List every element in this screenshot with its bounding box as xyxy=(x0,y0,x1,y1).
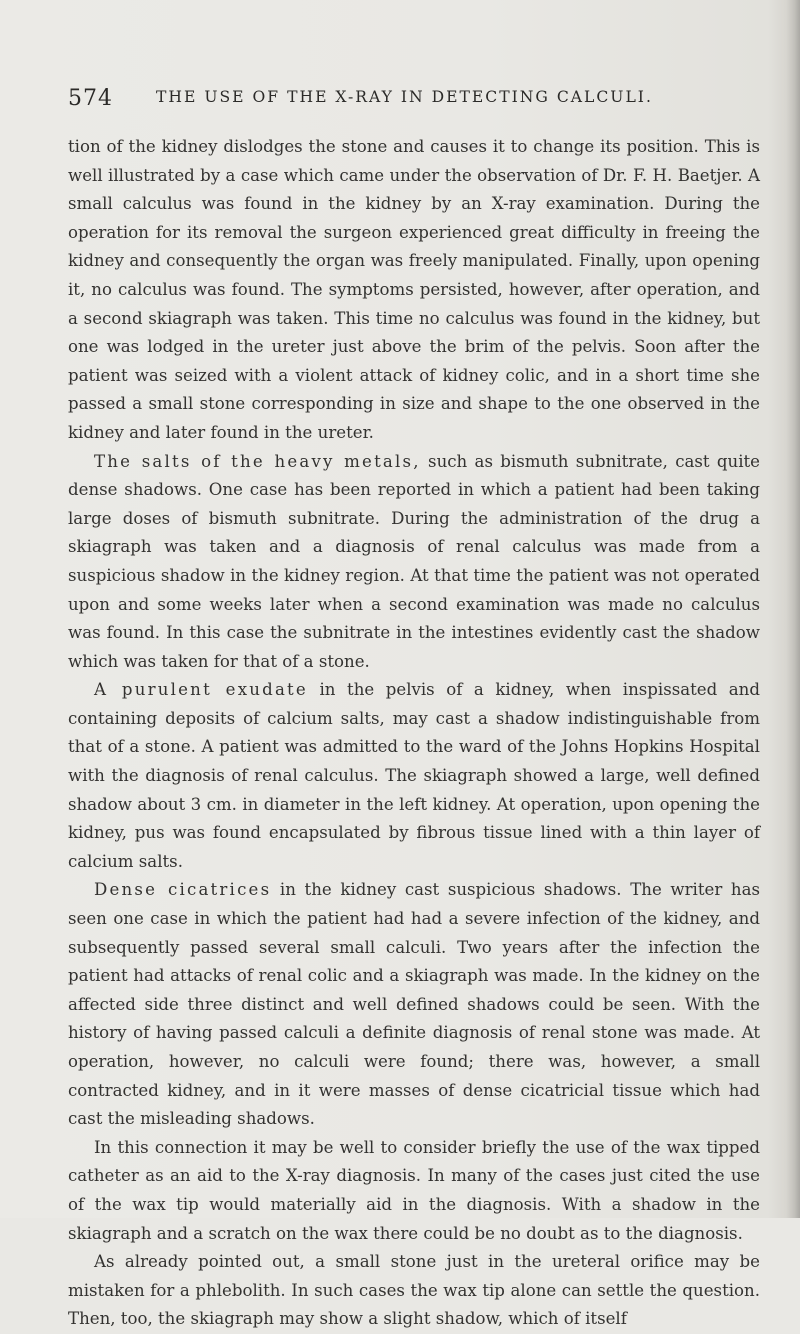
paragraph-text: tion of the kidney dislodges the stone and causes it to change its position. This is well illustrated by a case which came under the observation of Dr. F. H. Baetjer. A small calculus was found in the kidney by an X-ray examination. During the operation for its removal the surgeon experienced great difficulty in freeing the kidney and consequently the organ was freely manipulated. Finally, upon opening it, no calculus was found. The symptoms persisted, however, after operation, and a second skiagraph was taken. This time no calculus was found in the kidney, but one was lodged in the ureter just above the brim of the pelvis. Soon after the patient was seized with a violent attack of kidney colic, and in a short time she passed a small stone corresponding in size and shape to the one observed in the kidney and later found in the ureter. xyxy=(68,137,760,442)
body-text xyxy=(68,133,760,1334)
running-title: THE USE OF THE X-RAY IN DETECTING CALCULI. xyxy=(156,88,653,106)
paragraph xyxy=(68,676,760,876)
paragraph-text: such as bismuth subnitrate, cast quite dense shadows. One case has been reported in which a patient had been taking large doses of bismuth subnitrate. During the administration of the drug a skiagraph was taken and a diagnosis of renal calculus was made from a suspicious shadow in the kidney region. At that time the patient was not operated upon and some weeks later when a second examination was made no calculus was found. In this case the subnitrate in the intestines evidently cast the shadow which was taken for that of a stone. xyxy=(68,451,760,671)
page-edge-shadow xyxy=(786,0,800,1218)
paragraph-lead: Dense cicatrices xyxy=(94,880,272,900)
paragraph xyxy=(68,1134,760,1248)
paragraph-text: As already pointed out, a small stone just in the ureteral orifice may be mistaken for a phlebolith. In such cases the wax tip alone can settle the question. Then, too, the skiagraph may show a slight shadow, which of itself xyxy=(68,1252,760,1329)
paragraph xyxy=(68,133,760,448)
paragraph-lead: A purulent exudate xyxy=(94,680,308,700)
paragraph xyxy=(68,876,760,1133)
paragraph xyxy=(68,1248,760,1334)
paragraph-text: in the kidney cast suspicious shadows. The writer has seen one case in which the patient had had a severe infection of the kidney, and subsequently passed several small calculi. Two years after the infection the patient had attacks of renal colic and a skiagraph was made. In the kidney on the affected side three distinct and well defined shadows could be seen. With the history of having passed calculi a definite diagnosis of renal stone was made. At operation, however, no calculi were found; there was, however, a small contracted kidney, and in it were masses of dense cicatricial tissue which had cast the misleading shadows. xyxy=(68,880,760,1129)
paragraph-lead: The salts of the heavy metals, xyxy=(94,451,421,471)
paragraph xyxy=(68,448,760,677)
paragraph-text: In this connection it may be well to consider briefly the use of the wax tipped catheter as an aid to the X-ray diagnosis. In many of the cases just cited the use of the wax tip would materially aid in the diagnosis. With a shadow in the skiagraph and a scratch on the wax there could be no doubt as to the diagnosis. xyxy=(68,1137,760,1243)
paragraph-text: in the pelvis of a kidney, when inspissated and containing deposits of calcium salts, may cast a shadow indistinguishable from that of a stone. A patient was admitted to the ward of the Johns Hopkins Hospital with the diagnosis of renal calculus. The skiagraph showed a large, well defined shadow about 3 cm. in diameter in the left kidney. At operation, upon opening the kidney, pus was found encapsulated by fibrous tissue lined with a thin layer of calcium salts. xyxy=(68,680,760,871)
page-number: 574 xyxy=(68,86,113,111)
